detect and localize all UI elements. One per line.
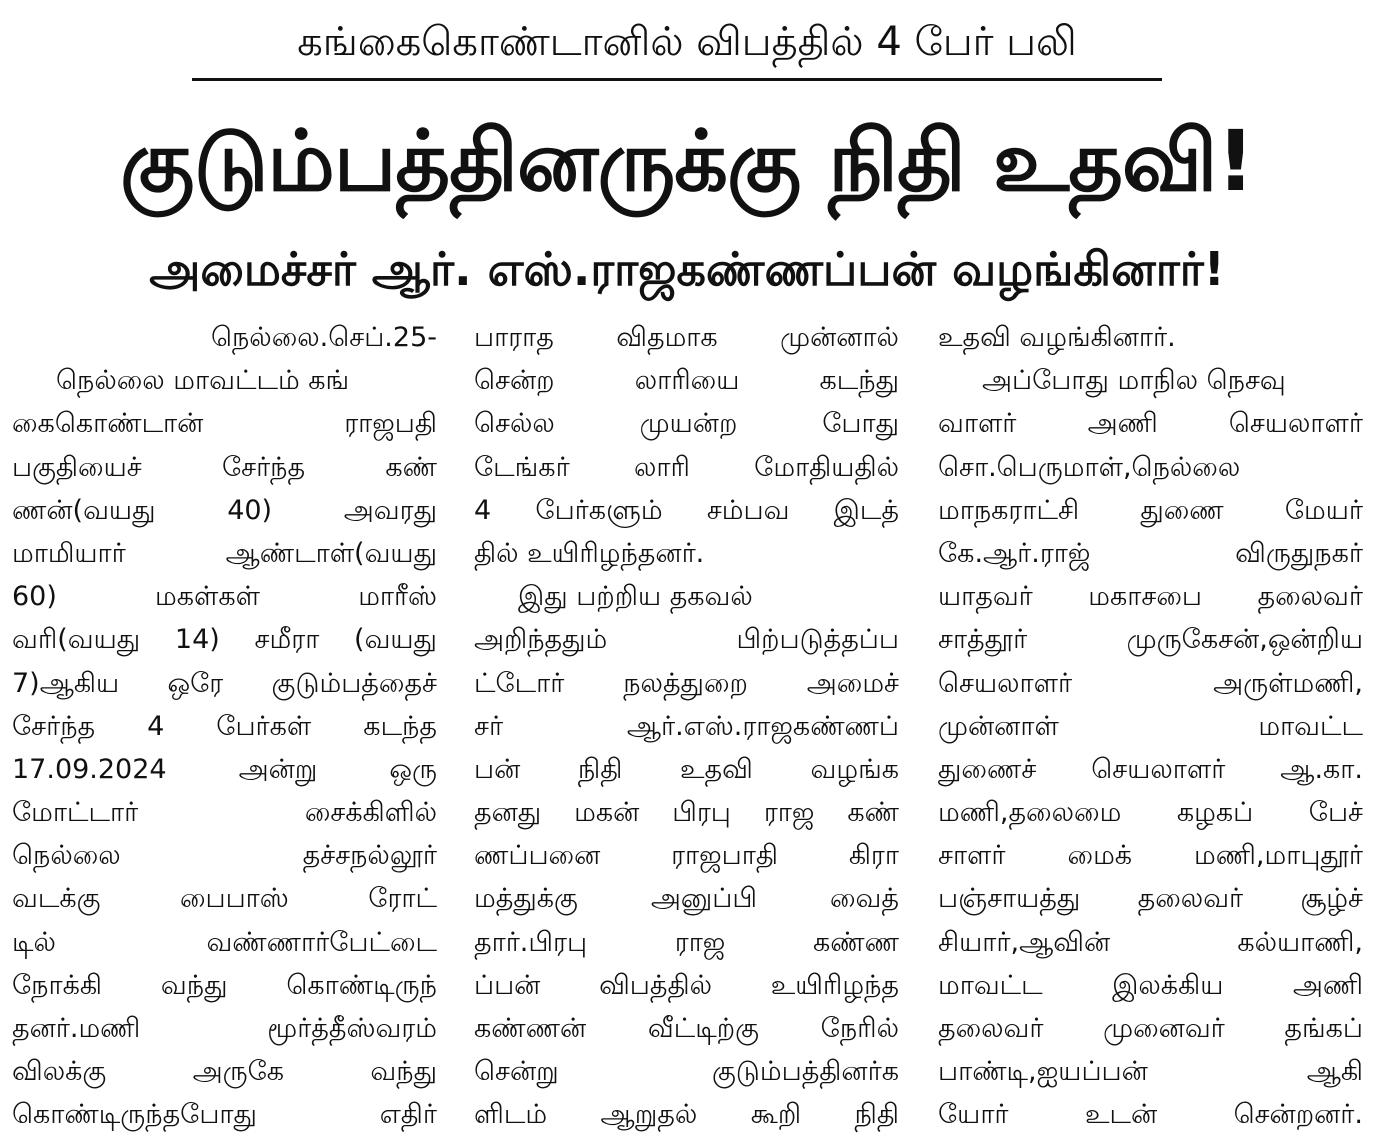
- article-line: இது பற்றிய தகவல்: [518, 581, 753, 613]
- article-line: சென்ற லாரியை கடந்து: [474, 365, 899, 397]
- article-line: சொ.பெருமாள்,நெல்லை: [938, 451, 1241, 483]
- article-line: மத்துக்கு அனுப்பி வைத்: [474, 883, 899, 915]
- article-line: செல்ல முயன்ற போது: [474, 408, 899, 440]
- article-line: அப்போது மாநில நெசவு: [982, 365, 1286, 397]
- article-line: மாமியார் ஆண்டாள்(வயது: [12, 537, 437, 569]
- article-line: பஞ்சாயத்து தலைவர் சூழ்ச்: [938, 883, 1363, 915]
- article-line: மோட்டார் சைக்கிளில்: [12, 797, 437, 829]
- article-line: வடக்கு பைபாஸ் ரோட்: [12, 883, 437, 915]
- article-line: நெல்லை.செப்.25-: [210, 322, 437, 353]
- article-line: முன்னாள் மாவட்ட: [938, 710, 1363, 742]
- article-line: சியார்,ஆவின் கல்யாணி,: [938, 926, 1363, 958]
- article-column-3: [938, 316, 1363, 1137]
- article-line: ப்பன் விபத்தில் உயிரிழந்த: [474, 969, 899, 1001]
- article-line: 4 பேர்களும் சம்பவ இடத்: [474, 494, 899, 526]
- article-line: ணன்(வயது 40) அவரது: [12, 494, 437, 526]
- article-line: மணி,தலைமை கழகப் பேச்: [938, 797, 1363, 829]
- article-line: டில் வண்ணார்பேட்டை: [12, 926, 437, 958]
- article-line: 7)ஆகிய ஒரே குடும்பத்தைச்: [12, 667, 437, 699]
- article-line: சென்று குடும்பத்தினர்க: [474, 1056, 899, 1088]
- article-line: ட்டோர் நலத்துறை அமைச்: [474, 667, 899, 699]
- article-line: யாதவர் மகாசபை தலைவர்: [938, 581, 1363, 613]
- article-line: விலக்கு அருகே வந்து: [12, 1056, 437, 1088]
- article-line: பாண்டி,ஐயப்பன் ஆகி: [938, 1056, 1363, 1088]
- article-line: பகுதியைச் சேர்ந்த கண்: [12, 451, 437, 483]
- main-headline: குடும்பத்தினருக்கு நிதி உதவி!: [120, 112, 1254, 210]
- kicker-headline: கங்கைகொண்டானில் விபத்தில் 4 பேர் பலி: [297, 19, 1077, 65]
- subheadline: அமைச்சர் ஆர். எஸ்.ராஜகண்ணப்பன் வழங்கினார்!: [149, 242, 1225, 296]
- article-line: நெல்லை தச்சநல்லூர்: [12, 840, 437, 872]
- article-line: வரி(வயது 14) சமீரா (வயது: [12, 624, 437, 656]
- article-line: சேர்ந்த 4 பேர்கள் கடந்த: [12, 710, 437, 742]
- article-line: தனது மகன் பிரபு ராஜ கண்: [474, 797, 899, 829]
- article-line: நோக்கி வந்து கொண்டிருந்: [12, 969, 437, 1001]
- article-line: தனர்.மணி மூர்த்தீஸ்வரம்: [12, 1013, 437, 1044]
- article-line: 17.09.2024 அன்று ஒரு: [12, 753, 437, 785]
- article-line: ணப்பனை ராஜபாதி கிரா: [474, 840, 899, 872]
- article-line: நெல்லை மாவட்டம் கங்: [56, 365, 350, 397]
- article-column-2: [474, 316, 899, 1137]
- article-line: வாளர் அணி செயலாளர்: [938, 408, 1363, 440]
- article-line: பன் நிதி உதவி வழங்க: [474, 753, 899, 785]
- article-line: 60) மகள்கள் மாரீஸ்: [12, 581, 437, 613]
- article-line: பாராத விதமாக முன்னால்: [474, 322, 899, 353]
- article-line: மாவட்ட இலக்கிய அணி: [938, 969, 1363, 1001]
- article-line: கொண்டிருந்தபோது எதிர்: [12, 1099, 437, 1131]
- article-line: அறிந்ததும் பிற்படுத்தப்ப: [474, 624, 899, 656]
- article-line: துணைச் செயலாளர் ஆ.கா.: [938, 753, 1363, 785]
- article-line: கைகொண்டான் ராஜபதி: [12, 408, 437, 440]
- kicker-underline: [192, 78, 1162, 81]
- article-column-1: [12, 316, 437, 1137]
- article-line: தலைவர் முனைவர் தங்கப்: [938, 1013, 1363, 1044]
- article-line: கண்ணன் வீட்டிற்கு நேரில்: [474, 1013, 899, 1044]
- article-line: மாநகராட்சி துணை மேயர்: [938, 494, 1363, 526]
- article-line: உதவி வழங்கினார்.: [938, 322, 1176, 353]
- article-line: சாத்தூர் முருகேசன்,ஒன்றிய: [938, 624, 1363, 656]
- article-line: தார்.பிரபு ராஜ கண்ண: [474, 926, 899, 958]
- article-line: சர் ஆர்.எஸ்.ராஜகண்ணப்: [474, 710, 899, 742]
- article-line: டேங்கர் லாரி மோதியதில்: [474, 451, 899, 483]
- article-line: கே.ஆர்.ராஜ் விருதுநகர்: [938, 537, 1363, 569]
- article-line: யோர் உடன் சென்றனர்.: [938, 1099, 1363, 1131]
- article-line: தில் உயிரிழந்தனர்.: [474, 537, 705, 569]
- article-line: செயலாளர் அருள்மணி,: [938, 667, 1363, 699]
- article-line: சாளர் மைக் மணி,மாபுதூர்: [938, 840, 1363, 872]
- article-line: ளிடம் ஆறுதல் கூறி நிதி: [474, 1099, 899, 1131]
